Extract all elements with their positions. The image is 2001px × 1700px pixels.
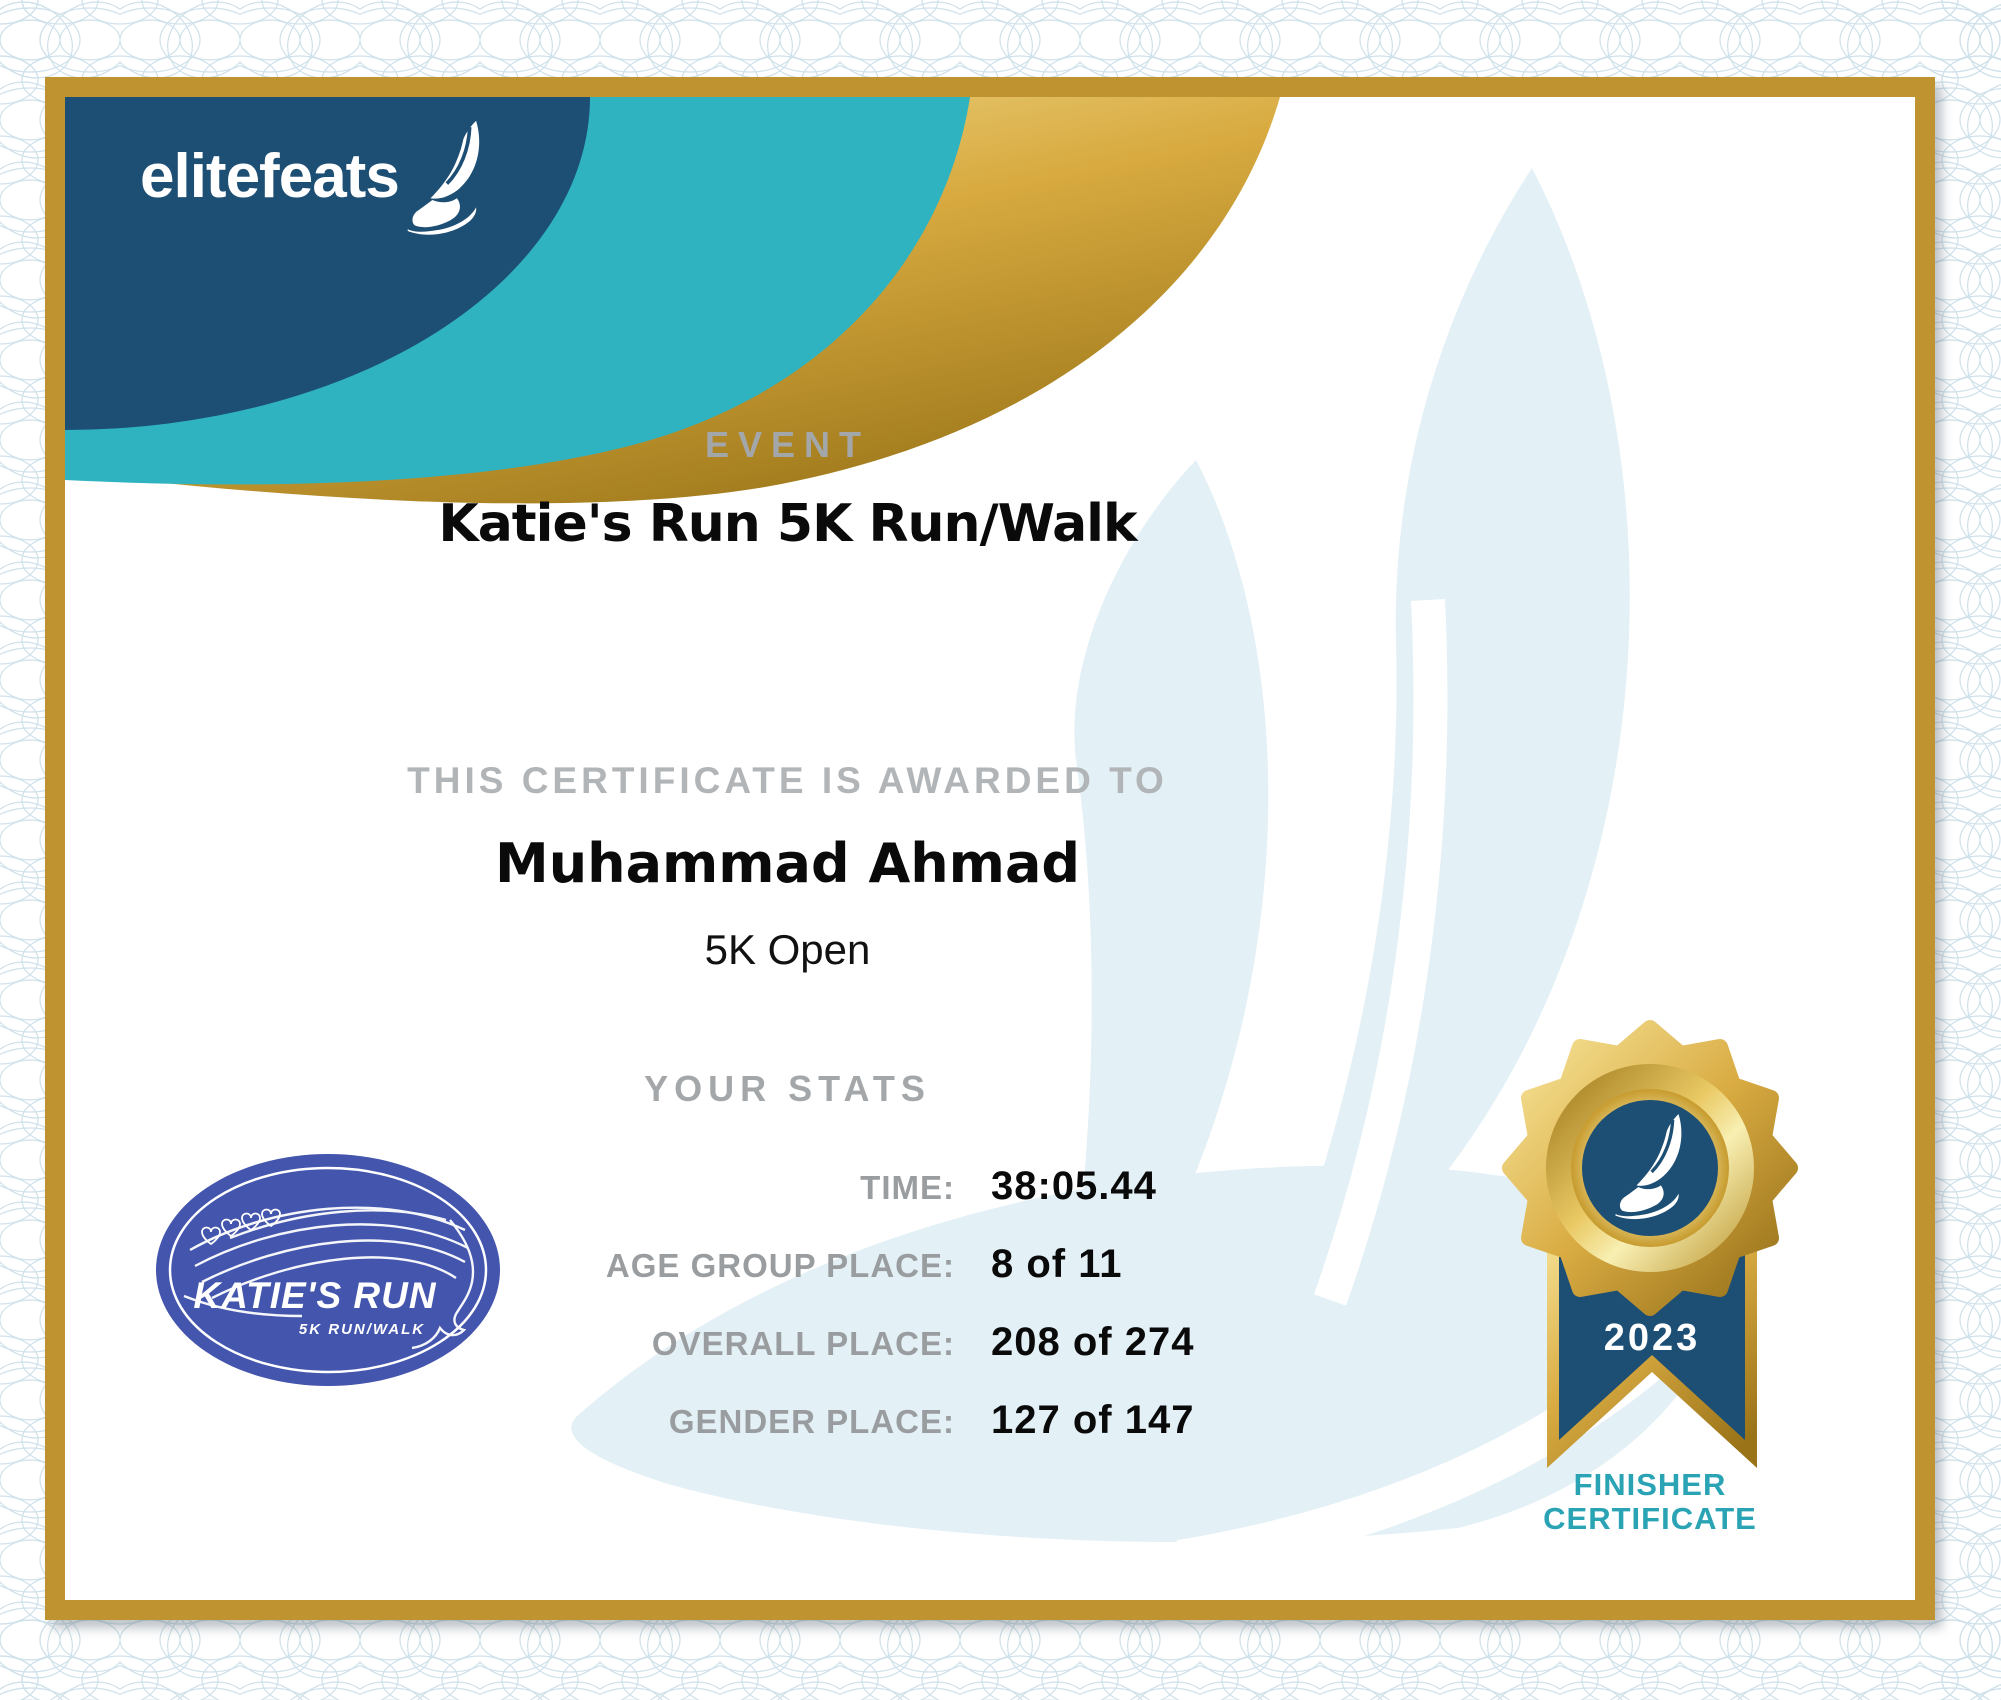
katies-run-logo <box>150 1150 506 1390</box>
finisher-certificate-caption <box>1500 1468 1800 1536</box>
certificate-line: CERTIFICATE <box>1543 1501 1757 1536</box>
your-stats-heading: YOUR STATS <box>644 1068 931 1109</box>
stat-label: GENDER PLACE: <box>668 1403 955 1440</box>
stat-row-gender-place <box>300 1398 1450 1476</box>
winged-shoe-icon <box>405 114 487 246</box>
stat-value: 208 of 274 <box>991 1320 1195 1364</box>
event-label: EVENT <box>704 424 871 465</box>
recipient-name: Muhammad Ahmad <box>494 832 1081 895</box>
finisher-line: FINISHER <box>1573 1467 1727 1502</box>
stat-label: AGE GROUP PLACE: <box>605 1247 955 1284</box>
brand-logo-text: elitefeats <box>140 142 399 211</box>
stat-value: 127 of 147 <box>991 1398 1195 1442</box>
brand-logo <box>140 118 487 246</box>
event-name: Katie's Run 5K Run/Walk <box>438 494 1137 554</box>
ribbon-year: 2023 <box>1603 1317 1701 1359</box>
awarded-label: THIS CERTIFICATE IS AWARDED TO <box>407 760 1168 801</box>
stat-label: TIME: <box>860 1169 955 1206</box>
stat-value: 8 of 11 <box>991 1242 1123 1286</box>
stat-label: OVERALL PLACE: <box>651 1325 955 1362</box>
division-name: 5K Open <box>704 926 871 973</box>
stat-value: 38:05.44 <box>991 1164 1157 1208</box>
katies-run-subtitle: 5K RUN/WALK <box>298 1321 426 1338</box>
katies-run-title: KATIE'S RUN <box>193 1275 437 1316</box>
